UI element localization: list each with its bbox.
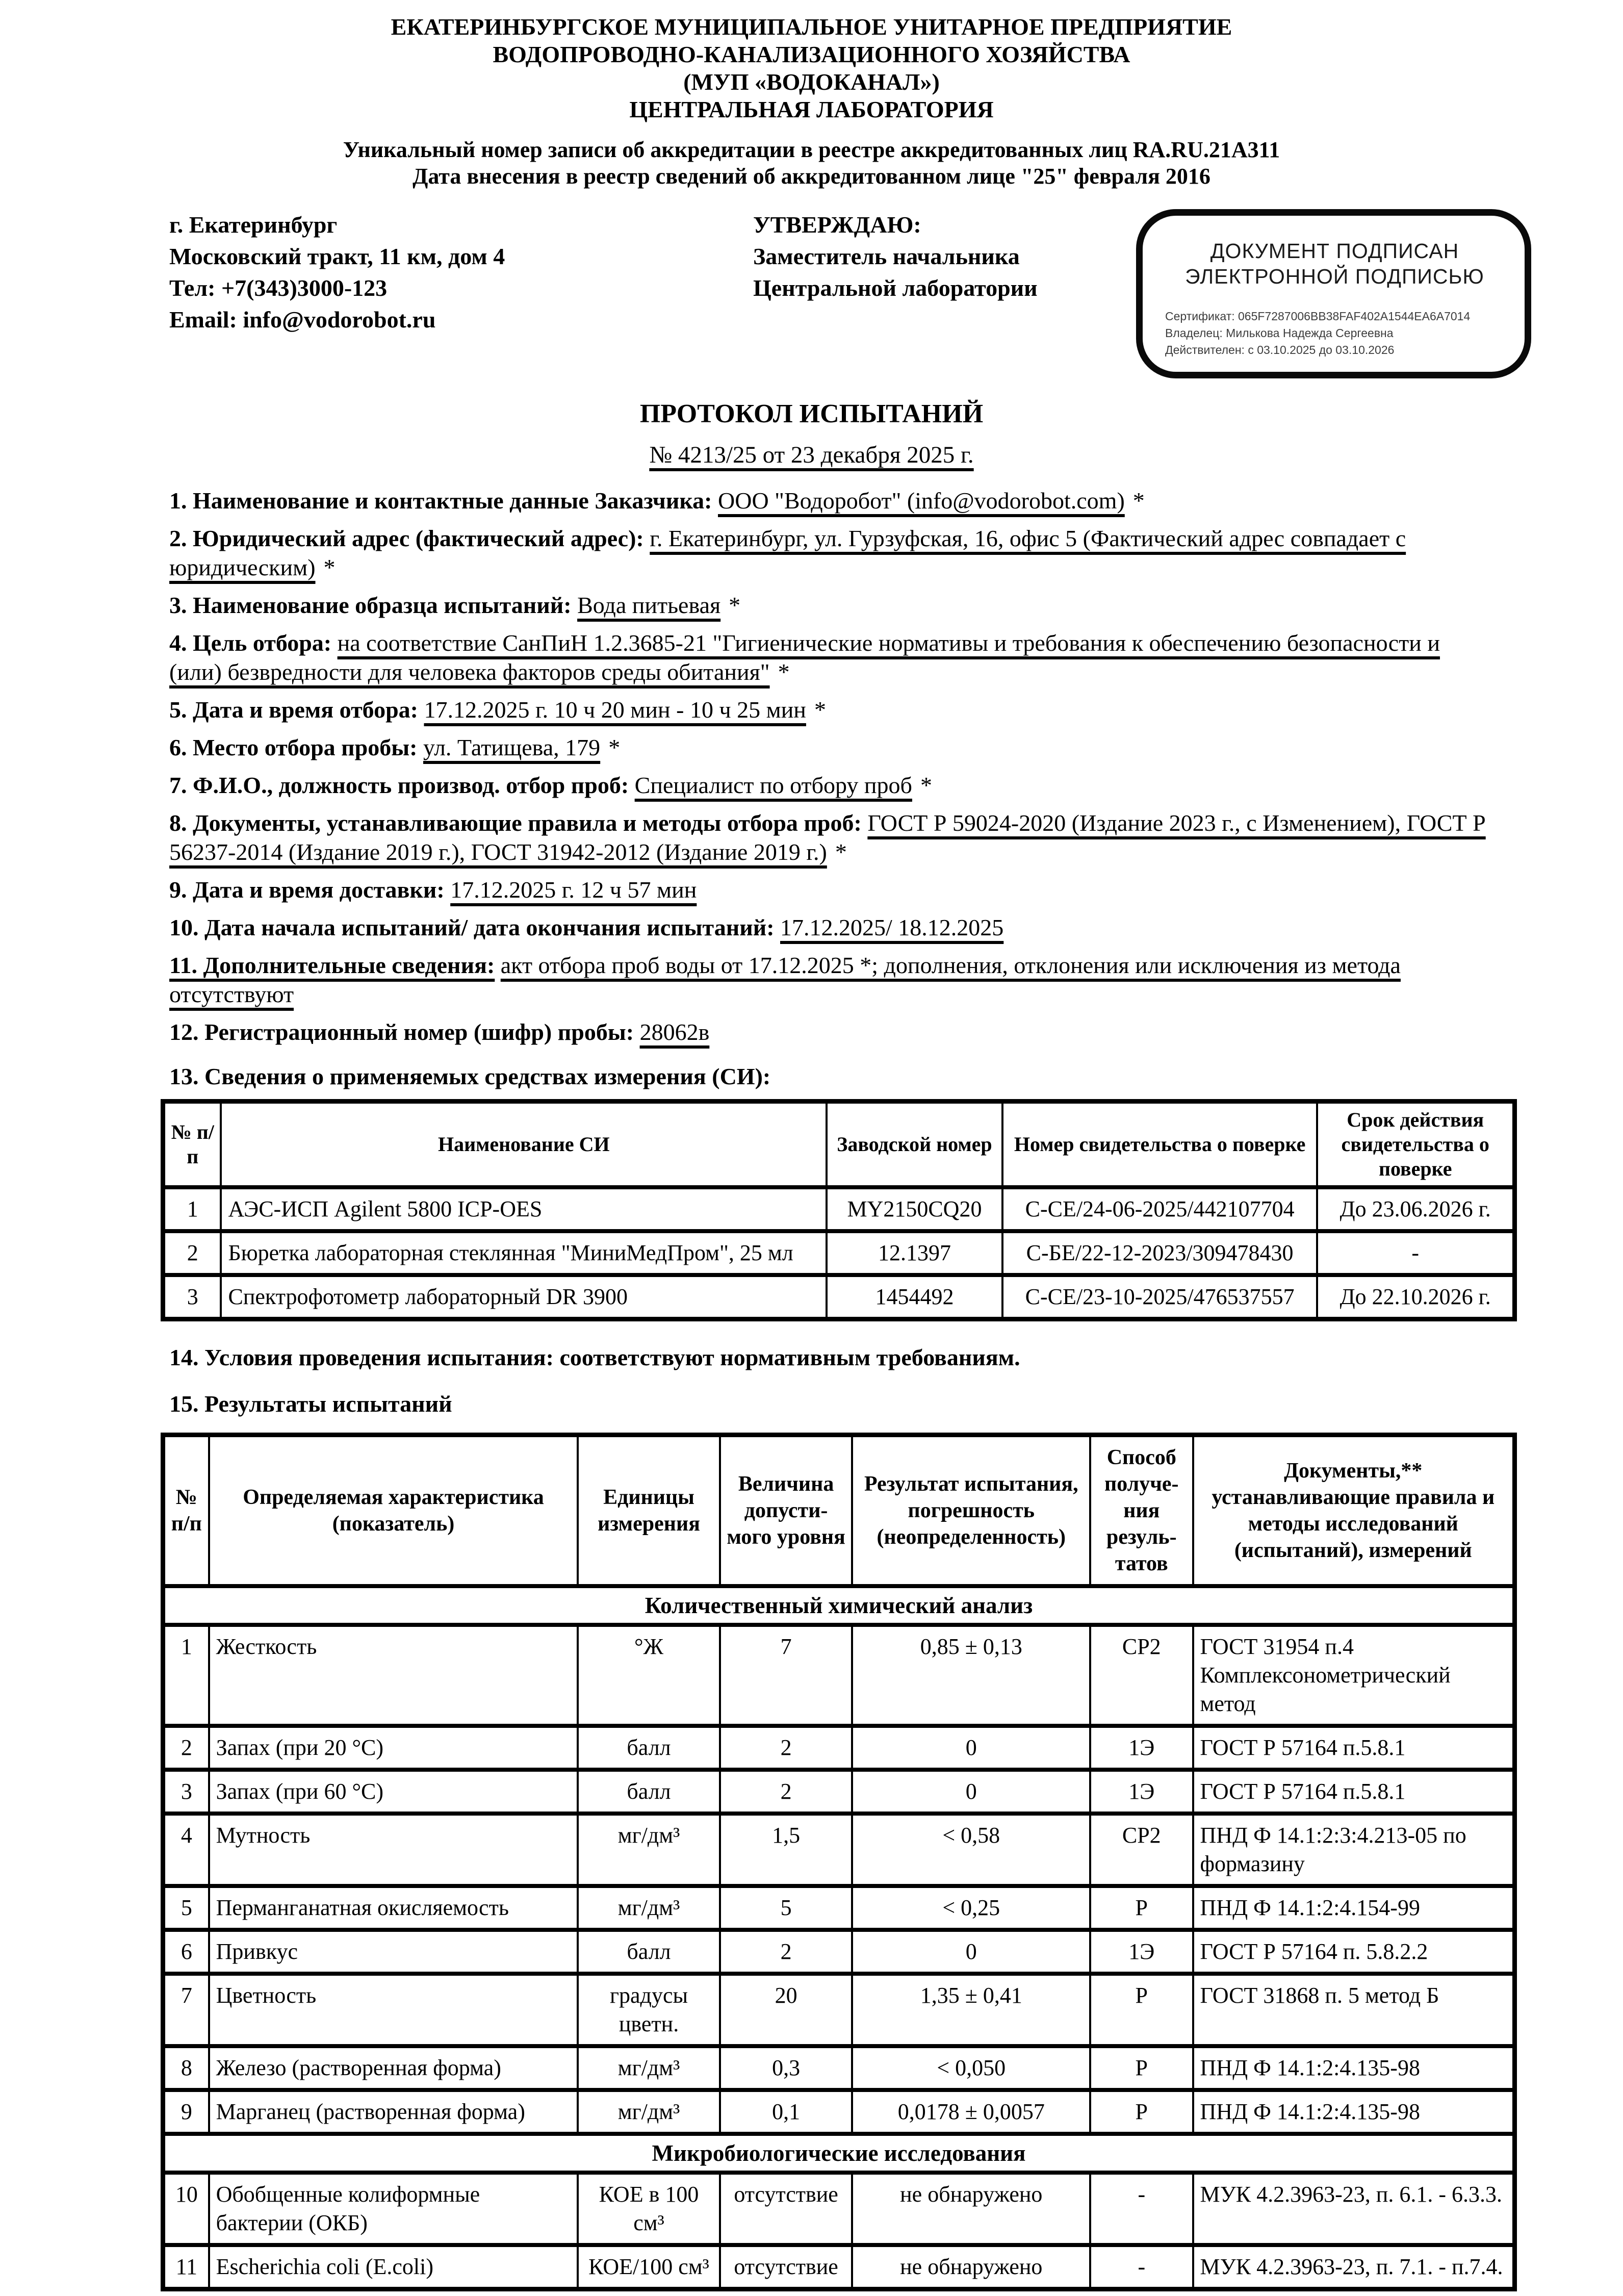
cell-method-code: СР2 [1090, 1625, 1193, 1726]
cell-allowed-level: 1,5 [720, 1814, 853, 1886]
item-6-value: ул. Татищева, 179 [423, 734, 601, 760]
cell-number: 5 [163, 1886, 209, 1930]
table-row [163, 1770, 1515, 1814]
org-name-line-4: ЦЕНТРАЛЬНАЯ ЛАБОРАТОРИЯ [629, 96, 994, 122]
cell-method-code: Р [1090, 2090, 1193, 2134]
item-11-label: 11. Дополнительные сведения: [169, 952, 495, 978]
item-5-value: 17.12.2025 г. 10 ч 20 мин - 10 ч 25 мин [424, 697, 806, 723]
cell-documents: ПНД Ф 14.1:2:3:4.213-05 по формазину [1193, 1814, 1515, 1886]
cell-characteristic: Escherichia coli (E.coli) [209, 2245, 578, 2289]
item-12 [169, 1017, 1493, 1047]
si-col-certificate: Номер свидетельства о поверке [1002, 1102, 1318, 1188]
cell-number: 1 [163, 1625, 209, 1726]
cell-units: градусы цветн. [578, 1974, 719, 2046]
item-8-value: ГОСТ Р 59024-2020 (Издание 2023 г., с Изменением), ГОСТ Р 56237-2014 (Издание 2019 г.), ГОСТ 31942-2012 (Издание 2019 г.) [169, 810, 1486, 865]
item-11-value: акт отбора проб воды от 17.12.2025 *; дополнения, отклонения или исключения из метода отсутствуют [169, 952, 1401, 1007]
cell-allowed-level: 2 [720, 1930, 853, 1974]
cell-documents: ГОСТ Р 57164 п.5.8.1 [1193, 1726, 1515, 1770]
table-row [163, 1726, 1515, 1770]
cell-number: 11 [163, 2245, 209, 2289]
accreditation-date-line: Дата внесения в реестр сведений об аккредитованном лице "25" февраля 2016 [413, 164, 1210, 189]
cell-result: 0 [852, 1930, 1090, 1974]
cell-method-code: 1Э [1090, 1770, 1193, 1814]
item-1-label: 1. Наименование и контактные данные Заказчика: [169, 488, 712, 514]
stamp-title [1165, 238, 1504, 289]
cell-serial: 12.1397 [827, 1231, 1002, 1275]
section-title-row [163, 1586, 1515, 1625]
item-12-value: 28062в [639, 1019, 710, 1045]
res-col-characteristic: Определяемая характеристика (показатель) [209, 1435, 578, 1587]
cell-result: 0,0178 ± 0,0057 [852, 2090, 1090, 2134]
cell-result: не обнаружено [852, 2173, 1090, 2245]
item-3-footnote-mark: * [729, 592, 741, 618]
cell-number: 8 [163, 2046, 209, 2090]
cell-characteristic: Железо (растворенная форма) [209, 2046, 578, 2090]
section-title-row [163, 2134, 1515, 2173]
table-header-row [163, 1435, 1515, 1587]
cell-serial: 1454492 [827, 1275, 1002, 1319]
cell-documents: ПНД Ф 14.1:2:4.135-98 [1193, 2090, 1515, 2134]
cell-units: КОЕ/100 см³ [578, 2245, 719, 2289]
table-row [163, 2090, 1515, 2134]
cell-allowed-level: 7 [720, 1625, 853, 1726]
cell-certificate: С-БЕ/22-12-2023/309478430 [1002, 1231, 1318, 1275]
cell-characteristic: Привкус [209, 1930, 578, 1974]
electronic-signature-stamp [1136, 209, 1531, 378]
cell-result: < 0,58 [852, 1814, 1090, 1886]
item-5-footnote-mark: * [814, 697, 826, 723]
stamp-owner: Владелец: Милькова Надежда Сергеевна [1165, 326, 1394, 340]
cell-documents: ГОСТ Р 57164 п. 5.8.2.2 [1193, 1930, 1515, 1974]
cell-number: 9 [163, 2090, 209, 2134]
item-8 [169, 808, 1493, 866]
cell-documents: МУК 4.2.3963-23, п. 7.1. - п.7.4. [1193, 2245, 1515, 2289]
cell-documents: ГОСТ Р 57164 п.5.8.1 [1193, 1770, 1515, 1814]
top-row [169, 209, 1531, 378]
item-4-label: 4. Цель отбора: [169, 630, 332, 656]
si-col-number: № п/п [163, 1102, 221, 1188]
cell-result: 0 [852, 1770, 1090, 1814]
item-7 [169, 771, 1493, 800]
item-3 [169, 591, 1493, 620]
cell-certificate: С-СЕ/24-06-2025/442107704 [1002, 1187, 1318, 1231]
si-col-validity: Срок действия свидетельства о поверке [1317, 1102, 1514, 1188]
cell-number: 7 [163, 1974, 209, 2046]
item-11 [169, 951, 1493, 1009]
test-results-table [161, 1433, 1517, 2291]
item-8-footnote-mark: * [835, 839, 847, 865]
item-9-label: 9. Дата и время доставки: [169, 877, 445, 903]
table-row [163, 1930, 1515, 1974]
res-col-units: Единицы измерения [578, 1435, 719, 1587]
cell-characteristic: Жесткость [209, 1625, 578, 1726]
item-14: 14. Условия проведения испытания: соответствуют нормативным требованиям. [169, 1344, 1020, 1370]
cell-method-code: Р [1090, 1886, 1193, 1930]
res-col-result: Результат испытания, погрешность (неопределенность) [852, 1435, 1090, 1587]
org-header [0, 13, 1623, 190]
cell-units: мг/дм³ [578, 2090, 719, 2134]
item-2-value: г. Екатеринбург, ул. Гурзуфская, 16, офис 5 (Фактический адрес совпадает с юридическим) [169, 525, 1406, 580]
cell-characteristic: Обобщенные колиформные бактерии (ОКБ) [209, 2173, 578, 2245]
cell-characteristic: Запах (при 60 °С) [209, 1770, 578, 1814]
cell-units: балл [578, 1770, 719, 1814]
cell-result: 0 [852, 1726, 1090, 1770]
item-3-label: 3. Наименование образца испытаний: [169, 592, 572, 618]
item-10 [169, 913, 1493, 942]
contact-address: Московский тракт, 11 км, дом 4 [169, 243, 505, 269]
cell-units: КОЕ в 100 см³ [578, 2173, 719, 2245]
item-2-label: 2. Юридический адрес (фактический адрес): [169, 525, 644, 551]
cell-allowed-level: 2 [720, 1726, 853, 1770]
cell-allowed-level: 0,1 [720, 2090, 853, 2134]
cell-method-code: 1Э [1090, 1726, 1193, 1770]
stamp-validity: Действителен: с 03.10.2025 до 03.10.2026 [1165, 343, 1395, 356]
item-4 [169, 628, 1493, 686]
cell-method-code: СР2 [1090, 1814, 1193, 1886]
section-title: Микробиологические исследования [652, 2140, 1026, 2166]
res-col-documents: Документы,** устанавливающие правила и методы исследований (испытаний), измерений [1193, 1435, 1515, 1587]
cell-result: 1,35 ± 0,41 [852, 1974, 1090, 2046]
table-row [163, 1886, 1515, 1930]
cell-name: Бюретка лабораторная стеклянная "МиниМедПром", 25 мл [221, 1231, 827, 1275]
cell-method-code: - [1090, 2173, 1193, 2245]
cell-method-code: - [1090, 2245, 1193, 2289]
contact-phone: Тел: +7(343)3000-123 [169, 275, 388, 301]
stamp-title-line-2: ЭЛЕКТРОННОЙ ПОДПИСЬЮ [1185, 265, 1484, 288]
item-2 [169, 524, 1493, 582]
approval-line-1: УТВЕРЖДАЮ: [753, 212, 921, 238]
cell-number: 3 [163, 1770, 209, 1814]
cell-documents: ПНД Ф 14.1:2:4.154-99 [1193, 1886, 1515, 1930]
item-7-value: Специалист по отбору проб [634, 772, 912, 798]
cell-characteristic: Марганец (растворенная форма) [209, 2090, 578, 2134]
cell-documents: ПНД Ф 14.1:2:4.135-98 [1193, 2046, 1515, 2090]
cell-units: мг/дм³ [578, 2046, 719, 2090]
item-7-label: 7. Ф.И.О., должность производ. отбор проб: [169, 772, 629, 798]
item-3-value: Вода питьевая [577, 592, 721, 618]
item-5-label: 5. Дата и время отбора: [169, 697, 418, 723]
contact-city: г. Екатеринбург [169, 212, 338, 238]
approval-line-3: Центральной лаборатории [753, 275, 1038, 301]
res-col-number: № п/п [163, 1435, 209, 1587]
org-name-line-3: (МУП «ВОДОКАНАЛ») [683, 69, 940, 95]
si-col-serial: Заводской номер [827, 1102, 1002, 1188]
item-6-footnote-mark: * [608, 734, 621, 760]
cell-units: мг/дм³ [578, 1886, 719, 1930]
cell-number: 10 [163, 2173, 209, 2245]
stamp-certificate: Сертификат: 065F7287006BB38FAF402A1544EA6A7014 [1165, 310, 1471, 323]
cell-validity: До 22.10.2026 г. [1317, 1275, 1514, 1319]
item-1-footnote-mark: * [1132, 488, 1145, 514]
item-12-label: 12. Регистрационный номер (шифр) пробы: [169, 1019, 634, 1045]
org-name-line-1: ЕКАТЕРИНБУРГСКОЕ МУНИЦИПАЛЬНОЕ УНИТАРНОЕ ПРЕДПРИЯТИЕ [391, 14, 1232, 40]
table-row [163, 1625, 1515, 1726]
table-row [163, 2046, 1515, 2090]
cell-documents: МУК 4.2.3963-23, п. 6.1. - 6.3.3. [1193, 2173, 1515, 2245]
stamp-details [1165, 308, 1504, 359]
cell-method-code: Р [1090, 1974, 1193, 2046]
approval-line-2: Заместитель начальника [753, 243, 1020, 269]
si-table-caption: 13. Сведения о применяемых средствах измерения (СИ): [169, 1063, 771, 1089]
item-10-value: 17.12.2025/ 18.12.2025 [780, 914, 1004, 940]
cell-serial: MY2150CQ20 [827, 1187, 1002, 1231]
item-1-value: ООО "Водоробот" (info@vodorobot.com) [718, 488, 1125, 514]
cell-number: 1 [163, 1187, 221, 1231]
cell-documents: ГОСТ 31868 п. 5 метод Б [1193, 1974, 1515, 2046]
table-row [163, 1187, 1515, 1231]
item-1 [169, 486, 1493, 515]
contact-email: Email: info@vodorobot.ru [169, 307, 436, 333]
cell-units: мг/дм³ [578, 1814, 719, 1886]
stamp-title-line-1: ДОКУМЕНТ ПОДПИСАН [1210, 239, 1459, 263]
protocol-number-line [0, 441, 1623, 469]
cell-method-code: Р [1090, 2046, 1193, 2090]
cell-documents: ГОСТ 31954 п.4 Комплексонометрический метод [1193, 1625, 1515, 1726]
table-row [163, 1275, 1515, 1319]
accreditation-block [0, 137, 1623, 190]
cell-number: 2 [163, 1726, 209, 1770]
accreditation-number-line: Уникальный номер записи об аккредитации в реестре аккредитованных лиц RA.RU.21А311 [343, 137, 1280, 162]
org-name-line-2: ВОДОПРОВОДНО-КАНАЛИЗАЦИОННОГО ХОЗЯЙСТВА [493, 41, 1130, 67]
cell-characteristic: Цветность [209, 1974, 578, 2046]
item-2-footnote-mark: * [323, 554, 336, 580]
cell-name: Спектрофотометр лабораторный DR 3900 [221, 1275, 827, 1319]
cell-number: 2 [163, 1231, 221, 1275]
item-6 [169, 733, 1493, 762]
cell-validity: До 23.06.2026 г. [1317, 1187, 1514, 1231]
cell-number: 4 [163, 1814, 209, 1886]
table-row [163, 1974, 1515, 2046]
cell-result: 0,85 ± 0,13 [852, 1625, 1090, 1726]
cell-allowed-level: 5 [720, 1886, 853, 1930]
cell-units: балл [578, 1930, 719, 1974]
cell-result: < 0,050 [852, 2046, 1090, 2090]
cell-allowed-level: отсутствие [720, 2245, 853, 2289]
item-9-value: 17.12.2025 г. 12 ч 57 мин [450, 877, 697, 903]
table-header-row [163, 1102, 1515, 1188]
approval-block [753, 209, 1074, 304]
page-title: ПРОТОКОЛ ИСПЫТАНИЙ [639, 399, 984, 428]
res-col-method-code: Способ получе-ния резуль-татов [1090, 1435, 1193, 1587]
cell-characteristic: Мутность [209, 1814, 578, 1886]
item-8-label: 8. Документы, устанавливающие правила и методы отбора проб: [169, 810, 862, 836]
table-row [163, 2245, 1515, 2289]
section-title: Количественный химический анализ [645, 1593, 1033, 1618]
item-15: 15. Результаты испытаний [169, 1391, 452, 1417]
cell-name: АЭС-ИСП Agilent 5800 ICP-OES [221, 1187, 827, 1231]
cell-units: балл [578, 1726, 719, 1770]
cell-units: °Ж [578, 1625, 719, 1726]
cell-allowed-level: отсутствие [720, 2173, 853, 2245]
item-10-label: 10. Дата начала испытаний/ дата окончания испытаний: [169, 914, 775, 940]
cell-characteristic: Запах (при 20 °С) [209, 1726, 578, 1770]
res-col-allowed-level: Величина допусти-мого уровня [720, 1435, 853, 1587]
cell-allowed-level: 0,3 [720, 2046, 853, 2090]
measuring-instruments-table [161, 1099, 1517, 1321]
protocol-items [169, 486, 1493, 1047]
cell-number: 3 [163, 1275, 221, 1319]
table-row [163, 2173, 1515, 2245]
cell-result: < 0,25 [852, 1886, 1090, 1930]
cell-validity: - [1317, 1231, 1514, 1275]
item-9 [169, 875, 1493, 904]
item-5 [169, 695, 1493, 724]
protocol-number-value: № 4213/25 от 23 декабря 2025 г. [649, 442, 974, 468]
item-4-footnote-mark: * [778, 659, 790, 685]
table-row [163, 1814, 1515, 1886]
item-6-label: 6. Место отбора пробы: [169, 734, 418, 760]
cell-allowed-level: 20 [720, 1974, 853, 2046]
cell-characteristic: Перманганатная окисляемость [209, 1886, 578, 1930]
cell-certificate: С-СЕ/23-10-2025/476537557 [1002, 1275, 1318, 1319]
si-col-name: Наименование СИ [221, 1102, 827, 1188]
cell-method-code: 1Э [1090, 1930, 1193, 1974]
cell-result: не обнаружено [852, 2245, 1090, 2289]
table-row [163, 1231, 1515, 1275]
cell-allowed-level: 2 [720, 1770, 853, 1814]
item-4-value: на соответствие СанПиН 1.2.3685-21 "Гигиенические нормативы и требования к обеспечению безопасности и (или) безвредности для человека факторов среды обитания" [169, 630, 1440, 685]
cell-number: 6 [163, 1930, 209, 1974]
item-7-footnote-mark: * [920, 772, 932, 798]
laboratory-contacts [169, 209, 753, 336]
